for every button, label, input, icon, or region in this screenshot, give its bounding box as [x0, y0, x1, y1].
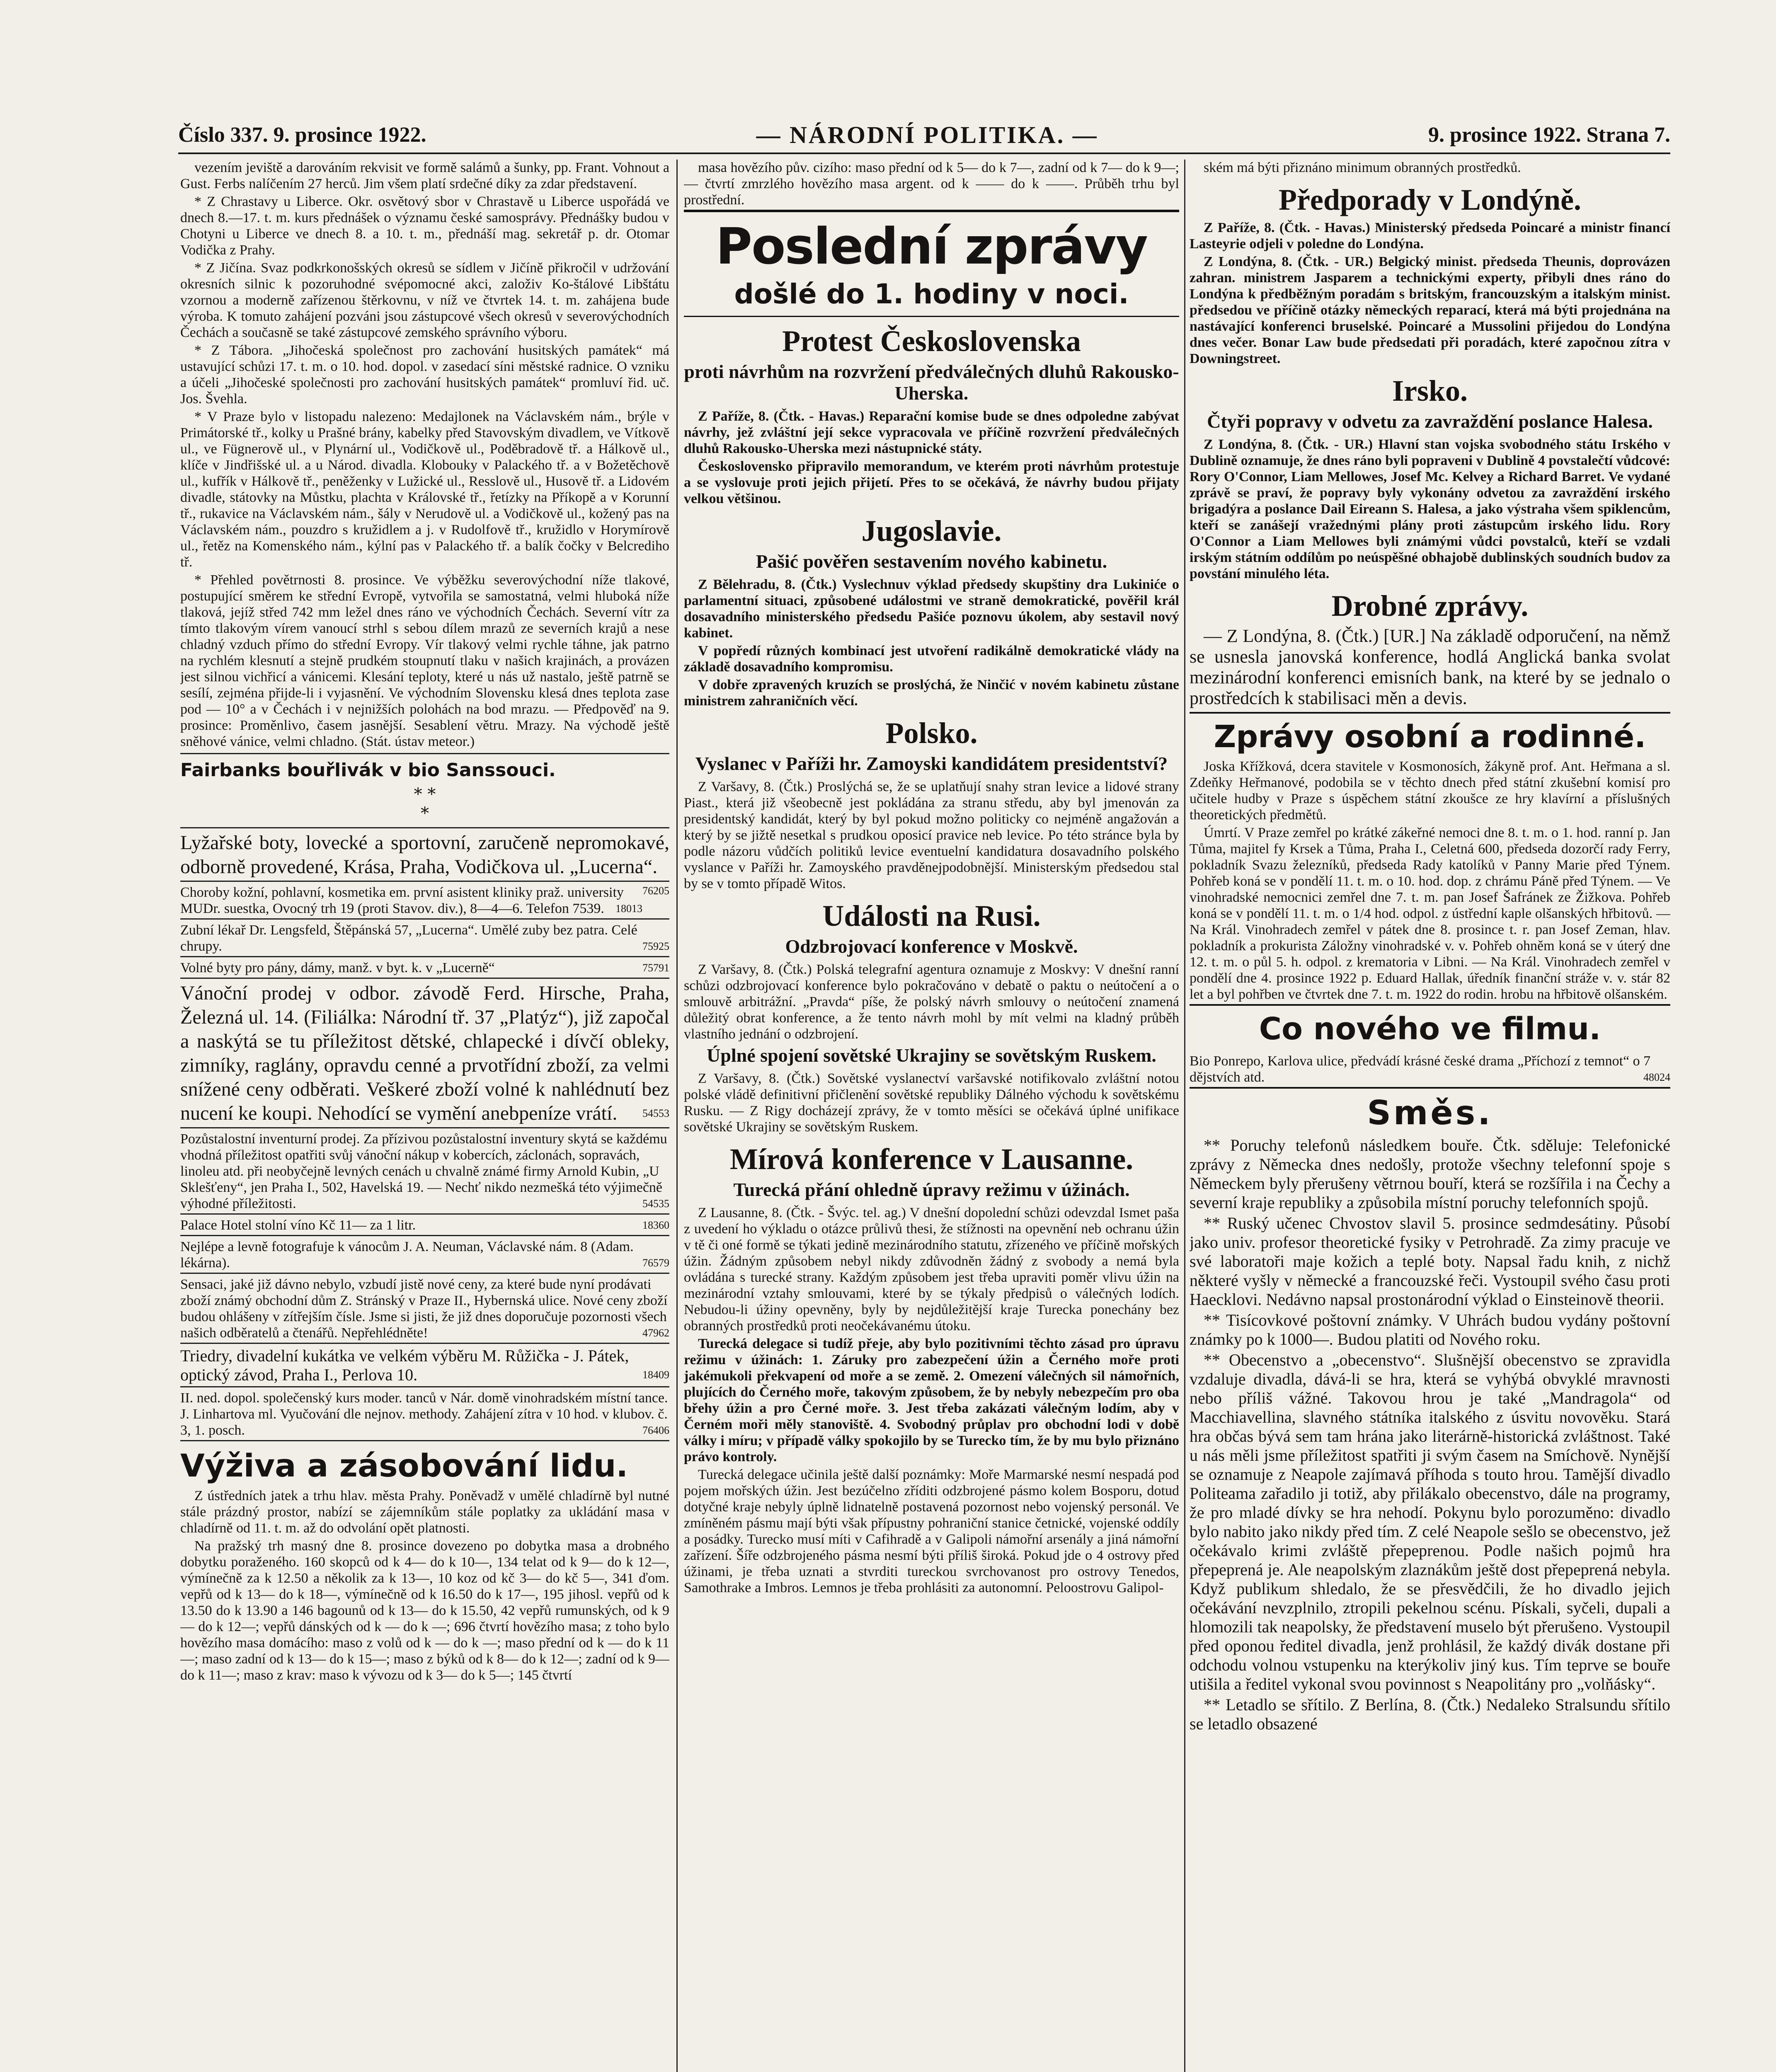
- article-text: vezením jeviště a darováním rekvisit ve formě salámů a šunky, pp. Frant. Vohnout a Gust. Ferbs nalíčením 27 herců. Jim všem platí srdečné díky za zdar představení.: [180, 160, 669, 191]
- article-text: * V Praze bylo v listopadu nalezeno: Medajlonek na Václavském nám., brýle v Primátorské tř., kolky u Prašné brány, kabelky před Stavovským divadlem, ve Vítkově ul., ve Fügnerově ul., v Plynární ul., Vodičkově ul., Poděbradově tř. a Hálkově ul., klíče v Jindřišské ul. a u Národ. divadla. Klobouky v Palackého tř. a v Božetěchově ul., kufřík v Hálkově tř., peněženky v Lužické ul., Resslově ul., Husově tř. a Lidovém divadle, státovky na Můstku, plachta v Královské tř., řetízky na Příkopě a v Korunní tř., rukavice na Václavském nám., šály v Nerudově ul. a Vodičkově ul., kožený pas na Václavském nám., pouzdro s kružidlem a j. v Rudolfově tř., kružidlo v Horymírově ul., řetěz na Komenského nám., kýlní pas v Palackého tř. a balík čočky v Belcrediho tř.: [180, 409, 669, 570]
- yugoslavia-subtitle: Pašić pověřen sestavením nového kabinetu.: [756, 551, 1107, 572]
- ukraine-subtitle: Úplné spojení sovětské Ukrajiny se sovětským Ruskem.: [707, 1045, 1156, 1066]
- article-text: * Z Tábora. „Jihočeská společnost pro zachování husitských památek“ má ustavující schůzi 17. t. m. o 10. hod. dopol. v zasedací síni městské radnice. O vzniku a účeli „Jihočeské společnosti pro zachování husitských památek“ promluví řid. uč. Jos. Švehla.: [180, 343, 669, 407]
- article-text: Joska Křížková, dcera stavitele v Kosmonosích, žákyně prof. Ant. Heřmana a sl. Zdeňky Heřmanové, podobila se v těchto dnech před státní zkušební komisí pro učitele hudby v Praze s úspěchem státní zkoušce ze hry klavírní a příslušných theoretických předmětů.: [1190, 759, 1670, 823]
- ireland-title: Irsko.: [1392, 374, 1468, 407]
- misc-title: Směs.: [1367, 1094, 1493, 1132]
- poland-subtitle: Vyslanec v Paříži hr. Zamoyski kandidátem presidentství?: [695, 753, 1168, 774]
- masthead-rule: [178, 152, 1670, 154]
- article-text: V dobře zpravených kruzích se proslýchá, že Ninčić v novém kabinetu zůstane ministrem zahraničních věcí.: [684, 677, 1179, 709]
- ad-ski-boots: Lyžařské boty, lovecké a sportovní, zaručeně nepromokavé, odborně provedené, Krása, Praha, Vodičkova ul. „Lucerna“. 76205: [180, 827, 669, 881]
- article-text: Z Varšavy, 8. (Čtk.) Sovětské vyslanectví varšavské notifikovalo zvláštní notou polské vládě definitivní přičlenění sovětské republiky Dálného východu k sovětskému Rusku. — Z Rigy docházejí zprávy, že v tomto měsíci se očekává úplné unifikace sovětské Ukrajiny se sovětským Ruskem.: [684, 1071, 1179, 1135]
- ad-inventory-sale: Pozůstalostní inventurní prodej. Za přízivou pozůstalostní inventury skytá se každému vhodná příležitost opatřiti svůj vánoční nákup v kobercích, záclonách, sopravách, linoleu atd. při neobyčejně levných cenách u chvalně známé firmy Arnold Kubin, „U Sklešťeny“, jen Praha I., 502, Havelská 19. — Nechť nikdo nezmešká této výjimečně výhodné příležitosti. 54535: [180, 1127, 669, 1213]
- article-text: ** Letadlo se sřítilo. Z Berlína, 8. (Čtk.) Nedaleko Stralsundu sřítilo se letadlo obsazené: [1190, 1695, 1670, 1733]
- ad-sensation: Sensaci, jaké již dávno nebylo, vzbudí jistě nové ceny, za které bude nyní prodávati zboží známý obchodní dům Z. Stránský v Praze II., Hybernská ulice. Nové ceny zboží budou ohlášeny v zítřejším čísle. Jsme si jisti, že již dnes doporučuje pozornosti všech našich odběratelů a čtenářů. Nepřehlédněte! 47962: [180, 1273, 669, 1343]
- article-text: Z Varšavy, 8. (Čtk.) Proslýchá se, že se uplatňují snahy stran levice a lidové strany Piast., která již všeobecně jest pokládána za stranu středu, aby byl jmenován za presidentský kandidát, který by byl pokud možno politicky co nejméně angažován a který by se jižtě nesetkal s prudkou oposicí pravice neb levice. Po této stránce byla by podle názoru vůdčích politiků levice eventuelní kandidatura dosavadního polského vyslance v Paříži hr. Zamoyského pravděnejpodobnější. Ministerským předsedou stal by se v tomto případě Witos.: [684, 779, 1179, 891]
- article-text: * Z Jičína. Svaz podkrkonošských okresů se sídlem v Jičíně přikročil v udržování okresních silnic k pozoruhodné svépomocné akci, založiv Ko-štálové Libštátu vzornou a moderně zařízenou štěrkovnu, v níž ve čtvrtek 14. t. m. zahájena bude výroba. K tomuto zahájení pozváni jsou zástupcové všech okresů v severovýchodních Čechách a současně se také zástupcové zemského správního výboru.: [180, 260, 669, 340]
- article-text: Z Paříže, 8. (Čtk. - Havas.) Ministerský předseda Poincaré a ministr financí Lasteyrie odjeli v poledne do Londýna.: [1190, 220, 1670, 252]
- article-text: masa hovězího pův. cizího: maso přední od k 5— do k 7—, zadní od k 7— do k 9—; — čtvrtí zmrzlého hovězího masa argent. od k —— do k ——. Průběh trhu byl prostřední.: [684, 160, 1179, 208]
- article-text: Z Londýna, 8. (Čtk. - UR.) Hlavní stan vojska svobodného státu Irského v Dublině oznamuje, že dnes ráno byli popraveni v Dublině 4 povstalečtí vůdcové: Rory O'Connor, Liam Mellowes, Josef Mc. Kelvey a Richard Barret. Ve vydané zprávě se praví, že popravy byly vykonány odvetou za zavraždění irského brigadýra a poslance Dail Eireann S. Halesa, a jako výstraha všem spiklencům, kteří se zanášejí vražednými plány proti zástupcům irského lidu. Rory O'Connor a Liam Mellowes byli známými vůdci povstalců, kteří se vzdali irským státním oddílům po neúspěšné obhajobě dublinských soudních budov za povstání minulého léta.: [1190, 437, 1670, 581]
- masthead-title: — NÁRODNÍ POLITIKA. —: [756, 121, 1098, 148]
- article-text: Na pražský trh masný dne 8. prosince dovezeno po dobytka masa a drobného dobytku poraženého. 160 skopců od k 4— do k 10—, 134 telat od k 9— do k 12—, výmínečně za k 12.50 a několik za k 13—, 10 koz od kč 3— do kč 5—, 341 ďom. vepřů od k 13— do k 18—, výmínečně od k 16.50 do k 17—, 195 jihosl. vepřů od k 13.50 do k 13.90 a 146 bagounů od k 13— do k 15.50, 42 vepřů rumunských, od k 9— do k 12—; vepřů dánských od k — do k —; 696 čtvrtí hovězího masa; z toho bylo hovězího masa domácího: maso z volů od k — do k —; maso přední od k — do k 11—; maso zadní od k 13— do k 15—; maso z býků od k 8— do k 12—; zadní od k 9— do k 11—; maso z krav: maso k vývozu od k 3— do k 5—; 145 čtvrtí: [180, 1538, 669, 1683]
- latest-news-title: Poslední zprávy: [716, 218, 1147, 276]
- ad-apartments: Volné byty pro pány, dámy, manž. v byt. k. v „Lucerně“ 75791: [180, 956, 669, 978]
- separator-stars: * * *: [414, 785, 436, 823]
- ad-dentist: Zubní lékař Dr. Lengsfeld, Štěpánská 57, „Lucerna“. Umělé zuby bez patra. Celé chrupy. 75925: [180, 918, 669, 956]
- article-text: Turecká delegace učinila ještě další poznámky: Moře Marmarské nesmí nespadá pod pojem mořských úžin. Jest bezúčelno zříditi odzbrojené pásmo kolem Bosporu, dotud dotyčné kraje nebyly úplně lidnatelně postavená pozornost nebo vojenský personál. Ve zmíněném pásmu mají býti však přípustny pohraniční stanice četnické, vojenské oddíly a posádky. Turecko musí míti v Cafihradě a v Galipoli námořní arsenály a jiná námořní zařízení. Šíře odzbrojeného pásma nesmí býti příliš široká. Pokud jde o 4 ostrovy před úžinami, je třeba uznati a stvrditi tureckou svrchovanost pro ostrovy Tenedos, Samothrake a Imbros. Lemnos je třeba prohlásiti za autonomní. Peloostrovu Galipol-: [684, 1467, 1179, 1595]
- article-text: Z Bělehradu, 8. (Čtk.) Vyslechnuv výklad předsedy skupštiny dra Lukiniće o parlamentní situaci, způsobené událostmi ve straně demokratické, pověřil král dosavadního ministerského předsedu Pašiće poznovu úkolem, aby sestavil nový kabinet.: [684, 577, 1179, 641]
- article-text: Z Paříže, 8. (Čtk. - Havas.) Reparační komise bude se dnes odpoledne zabývat návrhy, jež zvláštní její sekce vypracovala ve příčině rozvržení předválečných dluhů Rakousko-Uherska mezi nástupnické státy.: [684, 409, 1179, 456]
- yugoslavia-title: Jugoslavie.: [861, 514, 1002, 547]
- column-3: [1190, 160, 1670, 2072]
- article-text: Úmrtí. V Praze zemřel po krátké zákeřné nemoci dne 8. t. m. o 1. hod. ranní p. Jan Tůma, majitel fy Krsek a Tůma, Praha I., Celetná 600, předseda dozorčí rady Ferry, pokladník Svazu železníků, předseda Rady katolíků v Panny Marie před Týnem. Pohřeb koná se v pondělí 11. t. m. o 10. hod. dop. z chrámu Páně před Týnem. — Ve vinohradské nemocnici zemřel dne 7. t. m. pan Josef Šafránek ze Žižkova. Pohřeb koná se v pondělí 11. t. m. o 1/4 hod. odpol. z ústřední kaple olšanských hřbitovů. — Na Král. Vinohradech zemřel v pátek dne 8. prosince t. r. pan Josef Zeman, hlav. pokladník a prokurista Záložny vinohradské v. v. Pohřeb ohněm koná se v úterý dne 12. t. m. o půl 5. h. odpol. z krematoria v Libni. — Na Král. Vinohradech zemřel v pondělí dne 4. prosince 1922 p. Eduard Hallak, úředník finanční stráže v. v. stár 82 let a byl pohřben ve čtvrtek dne 7. t. m. 1922 do rodin. hrobu na hřbitově olšanském.: [1190, 825, 1670, 1002]
- ad-christmas-sale: Vánoční prodej v odbor. závodě Ferd. Hirsche, Praha, Železná ul. 14. (Filiálka: Národní tř. 37 „Platýz“), již započal a naskýtá se tu příležitost dětské, chlapecké i dívčí obleky, zimníky, raglány, opravdu cenné a prvotřídní zboží, za velmi snížené ceny odběrati. Veškeré zboží volné k nahlédnutí bez nucení ke koupi. Nehodící se vymění anebpeníze vrátí. 54553: [180, 978, 669, 1127]
- ad-photographer: Nejlépe a levně fotografuje k vánocům J. A. Neuman, Václavské nám. 8 (Adam. lékárna). 76579: [180, 1235, 669, 1273]
- supply-section-title: Výživa a zásobování lidu.: [180, 1447, 628, 1484]
- article-text: ** Tisícovkové poštovní známky. V Uhrách budou vydány poštovní známky po k 1000—. Budou platiti od Nového roku.: [1190, 1311, 1670, 1348]
- article-text: ** Obecenstvo a „obecenstvo“. Slušnější obecenstvo se zpravidla vzdaluje divadla, dává-li se hra, která se vyhýbá obvyklé mravnosti nebo příliš vážné. Takovou hrou je také „Mandragola“ od Macchiavellina, slavného státníka italského z úsvitu novověku. Stará hra občas bývá sem tam hrána jako literárně-historická zvláštnost. Také u nás měli jsme příležitost spatřiti ji svým časem na Smíchově. Nynější se oznamuje z Neapole zajímavá příhoda s touto hrou. Tamější divadlo Politeama zařadilo ji totiž, aby přilákalo obecenstvo, dále na programy, že pro mladé dívky se hra nehodí. Pokynu bylo porozuměno: divadlo bylo nabito jako nikdy před tím. Z celé Neapole sešlo se obecenstvo, jež očekávalo krimi zvláště přepeprenou. Podle našich pojmů hra přepeprená je. Ale neapolským zlaznákům ještě dost přepeprená nebyla. Když publikum shledalo, že se přesvědčili, že ho divadlo jejich očekávání nevzplnilo, ztropili pekelnou scénu. Pískali, syčeli, dupali a hlomozili tak neapolsky, že představení muselo být přerušeno. Vystoupil před oponou ředitel divadla, jenž prohlásil, že každý divák dostane při odchodu volnou vstupenku na kterýkoliv jiný kus. Tím teprve se bouře utišila a ředitel vykonal svou povinnost s Neapolitány pro „volňásky“.: [1190, 1351, 1670, 1693]
- column-2: [684, 160, 1179, 2072]
- column-divider: [1184, 160, 1185, 2072]
- masthead-issue: Číslo 337. 9. prosince 1922.: [178, 123, 426, 147]
- article-text: Z ústředních jatek a trhu hlav. města Prahy. Poněvadž v umělé chladírně byl nutné stále prázdný prostor, nabízí se zájemníkům stále poplatky za ukládání masa v chladírně od 11. t. m. až do odvolání opět platnosti.: [180, 1488, 669, 1536]
- russia-title: Události na Rusi.: [822, 899, 1041, 932]
- film-news-text: Bio Ponrepo, Karlova ulice, předvádí krásné české drama „Příchozí z temnot“ o 7 dějstvích atd. 48024: [1190, 1053, 1670, 1085]
- ad-dance-course: II. ned. dopol. společenský kurs moder. tanců v Nár. domě vinohradském místní tance. J. Linhartova ml. Vyučování dle nejnov. methody. Zahájení zítra v 10 hod. v klubov. č. 3, 1. posch. 76406: [180, 1386, 669, 1440]
- article-text: ském má býti přiznáno minimum obranných prostředků.: [1204, 160, 1521, 175]
- article-text: ** Ruský učenec Chvostov slavil 5. prosince sedmdesátiny. Působí jako univ. profesor theoretické fysiky v Petrohradě. Za zimy pracuje ve své laboratoři maje kožich a teplé boty. Napsal řadu knih, z nichž některé vyšly v německé a francouzské řeči. Vystoupil svého času proti Haecklovi. Nedávno napsal prostonárodní výklad o Einsteinově theorii.: [1190, 1214, 1670, 1309]
- article-text: Turecká delegace si tudíž přeje, aby bylo pozitivními těchto zásad pro úpravu režimu v úžinách: 1. Záruky pro zabezpečení úžin a Černého moře proti jakémukoli překvapení od moře a se země. 2. Omezení válečných sil námořních, plujících do Černého moře, takovým způsobem, že by nebyly nebezpečím pro oba břehy úžin a pro Černé moře. 3. Jest třeba zakázati válečným lodím, aby v Černém moři měly stanoviště. 4. Svobodný průplav pro obchodní lodi v době války i míru; v případě války spokojilo by se Turecko tím, že by mu bylo přiznáno právo kontroly.: [684, 1336, 1179, 1464]
- article-text: — Z Londýna, 8. (Čtk.) [UR.] Na základě odporučení, na němž se usnesla janovská konference, hodlá Anglická banka svolat mezinárodní konferenci emisních bank, na které by se jednalo o prostředcích k stabilisaci měn a devis.: [1190, 626, 1670, 708]
- ad-skin-diseases: Choroby kožní, pohlavní, kosmetika em. první asistent kliniky praž. university MUDr. suestka, Ovocný trh 19 (proti Stavov. div.), 8—4—6. Telefon 7539. 18013: [180, 881, 669, 918]
- article-text: V popředí různých kombinací jest utvoření radikálně demokratické vlády na základě dosavadního kompromisu.: [684, 643, 1179, 675]
- weather-report: * Přehled povětrnosti 8. prosince. Ve výběžku severovýchodní níže tlakové, postupující směrem ke střední Evropě, vytvořila se samostatná, velmi hluboká níže tlaková, jejíž střed 742 mm ležel dnes ráno ve východních Čechách. Severní vítr za tímto tlakovým vírem vanoucí strhl s sebou dílem mrazů ze severních krajů a nese chladný vzduch přímo do střední Evropy. Vír tlakový velmi rychle táhne, jak patrno na rychlém klesnutí a stejně prudkém stoupnutí tlaku v našich krajinách, a provázen jest silnou vichřicí a vánicemi. Klesání teploty, které u nás už nastalo, ještě patrně se sesílí, zejména přijde-li i vyjasnění. Ve východním Slovensku klesá dnes teplota zase pod — 10° a v Čechách i v nejnižších polohách na bod mrazu. — Předpověď na 9. prosince: Proměnlivo, časem jasnější. Sesablení větru. Mrazy. Na východě ještě sněhové vánice, velmi chladno. (Stát. ústav meteor.): [180, 572, 669, 749]
- column-1: [180, 160, 669, 2072]
- article-text: Z Varšavy, 8. (Čtk.) Polská telegrafní agentura oznamuje z Moskvy: V dnešní ranní schůzi odzbrojovací konference bylo pokračováno v debatě o paktu o neútočení a o smlouvě arbitrážní. „Pravda“ píše, že polský návrh smlouvy o neútočení znamená důležitý obrat konference, a že tento návrh mohl by mít velmi na kladný průběh vlastního jednání o odzbrojení.: [684, 962, 1179, 1042]
- poland-title: Polsko.: [885, 716, 978, 750]
- london-title: Předporady v Londýně.: [1278, 183, 1582, 216]
- masthead-page: 9. prosince 1922. Strana 7.: [1428, 123, 1670, 147]
- ad-palace-hotel: Palace Hotel stolní víno Kč 11— za 1 litr. 18360: [180, 1213, 669, 1235]
- lausanne-subtitle: Turecká přání ohledně úpravy režimu v úžinách.: [733, 1179, 1130, 1200]
- article-text: Československo připravilo memorandum, ve kterém proti návrhům protestuje a se vyslovuje proti jejich přijetí. Přes to se očekává, že návrhy budou přijaty velkou většinou.: [684, 459, 1179, 506]
- article-text: Z Lausanne, 8. (Čtk. - Švýc. tel. ag.) V dnešní dopolední schůzi odevzdal Ismet paša z uvedení ho výkladu o otázce průlivů thesi, že stížnosti na opevnění neb ochranu úžin v tě či oné formě se týkati jedině mezinárodního statutu, zřízeného ve příčině mořských úžin. Žádným způsobem nebyl nikdy zdůvodněn žádný z svobody a nemá byla ovládána s turecké strany. Každým způsobem jest třeba upraviti poměr vlivu úžin na mezinárodní vztahy smlouvami, které by se týkaly předpisů o válečných lodích. Nebudou-li úžiny opevněny, byly by nejdůležitější kraje Turecka ponechány bez obranných prostředků proti neočekávanému útoku.: [684, 1205, 1179, 1334]
- small-news-title: Drobné zprávy.: [1331, 589, 1529, 622]
- article-text: Z Londýna, 8. (Čtk. - UR.) Belgický minist. předseda Theunis, doprovázen zahran. ministrem Jasparem a technickými experty, přibyli dnes ráno do Londýna k předběžným poradám s britským, francouzským a italským minist. předsedou ve příčině otázky německých reparací, která má býti projednána na nastávající konferenci bruselské. Poincaré a Mussolini přijedou do Londýna dnes večer. Bonar Law bude předsedati při poradách, které započnou zítra v Downingstreet.: [1190, 254, 1670, 366]
- ad-binoculars: Triedry, divadelní kukátka ve velkém výběru M. Růžička - J. Pátek, optický závod, Praha I., Perlova 10. 18409: [180, 1343, 669, 1386]
- column-divider: [676, 160, 678, 2072]
- article-text: ** Poruchy telefonů následkem bouře. Čtk. sděluje: Telefonické zprávy z Německa dnes nedošly, protože všechny telefonní spoje s Německem byly přerušeny větrnou bouří, která se rozšířila i na Čechy a severní kraje republiky a způsobila místní poruchy telefonních spojů.: [1190, 1136, 1670, 1212]
- personal-news-title: Zprávy osobní a rodinné.: [1214, 719, 1646, 755]
- latest-news-subtitle: došlé do 1. hodiny v noci.: [734, 278, 1129, 310]
- ireland-subtitle: Čtyři popravy v odvetu za zavraždění poslance Halesa.: [1207, 411, 1653, 432]
- protest-subtitle: proti návrhům na rozvržení předválečných dluhů Rakousko-Uherska.: [684, 361, 1179, 404]
- masthead: [178, 118, 1670, 151]
- fairbanks-headline: Fairbanks bouřlivák v bio Sanssouci.: [180, 760, 556, 781]
- russia-subtitle: Odzbrojovací konference v Moskvě.: [785, 936, 1078, 957]
- lausanne-title: Mírová konference v Lausanne.: [729, 1143, 1134, 1176]
- film-news-title: Co nového ve filmu.: [1259, 1011, 1601, 1047]
- article-text: * Z Chrastavy u Liberce. Okr. osvětový sbor v Chrastavě u Liberce uspořádá ve dnech 8.—17. t. m. kurs přednášek o významu české samosprávy. Přednášky budou v Chotyni u Liberce ve dnech 8. a 10. t. m., přednáší mag. sekretář p. dr. Otomar Vodička z Prahy.: [180, 194, 669, 258]
- latest-news-header: [684, 210, 1179, 317]
- protest-title: Protest Československa: [782, 324, 1081, 358]
